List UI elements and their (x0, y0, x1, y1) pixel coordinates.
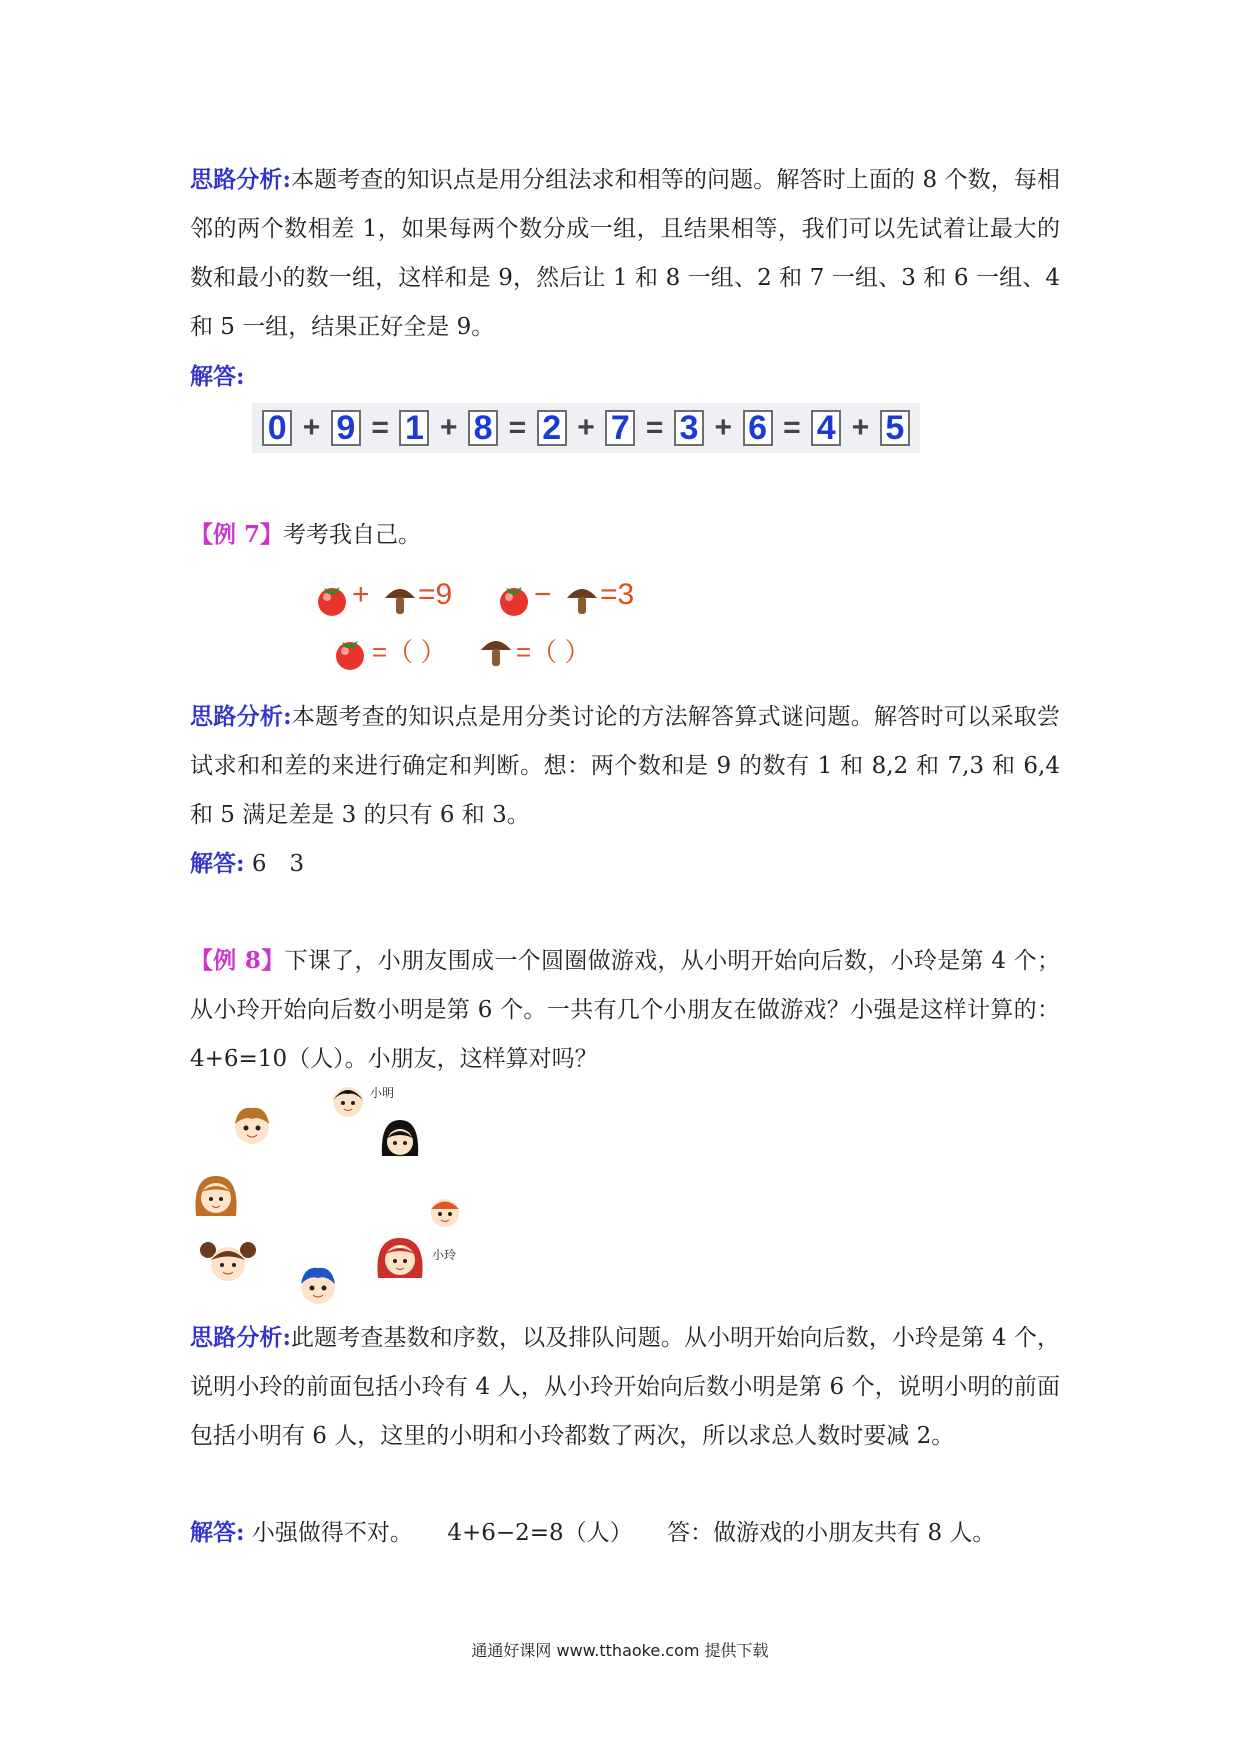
equation-digit-box: 3 (674, 410, 704, 446)
equation-digit-box: 6 (743, 410, 773, 446)
apple-icon (330, 632, 370, 672)
mushroom-icon (478, 630, 514, 670)
ex8-question-text: 下课了，小朋友围成一个圆圈做游戏，从小明开始向后数，小玲是第 4 个；从小玲开始向后数小明是第 6 个。一共有几个小朋友在做游戏？小强是这样计算的：4+6=10（人）。小朋友，这样算对吗？ (190, 948, 1060, 1072)
child-face-icon (374, 1232, 426, 1282)
equation-plus: + (851, 411, 870, 444)
equation-equals: = (645, 411, 664, 444)
label-xiaoling: 小玲 (432, 1248, 457, 1262)
equation-equals: = (508, 411, 527, 444)
equals-three: =3 (600, 578, 635, 611)
equation-digit-box: 1 (399, 410, 429, 446)
apple-icon (494, 578, 534, 618)
child-face-icon (424, 1192, 466, 1230)
ex8-analysis-text: 此题考查基数和序数，以及排队问题。从小明开始向后数，小玲是第 4 个，说明小玲的前面包括小玲有 4 人，从小玲开始向后数小明是第 6 个，说明小明的前面包括小明有 6 人，这里的小明和小玲都数了两次，所以求总人数时要减 2。 (190, 1325, 1060, 1449)
equation-digit-box: 2 (537, 410, 567, 446)
child-face-icon (378, 1116, 422, 1162)
mushroom-blank: =（ ） (516, 637, 591, 667)
ex8-analysis-label: 思路分析: (190, 1324, 291, 1351)
apple-icon (312, 578, 352, 618)
ex7-analysis-text: 本题考查的知识点是用分类讨论的方法解答算式谜问题。解答时可以采取尝试求和和差的来进行确定和判断。想：两个数和是 9 的数有 1 和 8,2 和 7,3 和 6,4 和 5 满足差是 3 的只有 6 和 3。 (190, 704, 1061, 828)
child-face-icon (192, 1170, 240, 1222)
ex6-analysis (190, 155, 1060, 352)
ex6-answer (190, 352, 1060, 402)
ex8-answer-label: 解答: (190, 1519, 245, 1546)
ex7-answer (190, 839, 1060, 889)
equation-digit-box: 0 (262, 410, 292, 446)
plus-sign: + (352, 578, 370, 611)
ex7-tag: 【例 7】 (190, 521, 284, 548)
equation-digit-box: 5 (880, 410, 910, 446)
ex6-analysis-label: 思路分析: (190, 166, 291, 193)
equation-plus: + (439, 411, 458, 444)
equation-equals: = (371, 411, 389, 444)
label-xiaoming: 小明 (370, 1086, 395, 1100)
child-face-icon (198, 1238, 258, 1286)
equation-plus: + (302, 411, 321, 444)
page-footer: 通通好课网 www.tthaoke.com 提供下载 (471, 1641, 769, 1660)
equation-plus: + (577, 411, 595, 444)
ex7-analysis (190, 692, 1060, 840)
ex8-question (190, 936, 1060, 1084)
child-face-icon (228, 1102, 276, 1148)
mushroom-icon (382, 578, 418, 618)
ex7-question (190, 510, 1060, 560)
equals-nine: =9 (418, 578, 453, 611)
equation-digit-box: 7 (605, 410, 635, 446)
equation-digit-box: 9 (331, 410, 361, 446)
minus-sign: − (534, 578, 552, 611)
child-face-icon (294, 1262, 342, 1308)
ex7-answer-text: 6 3 (251, 851, 305, 877)
equation-digit-box: 4 (811, 410, 841, 446)
child-face-icon (328, 1080, 368, 1120)
ex7-question-text: 考考我自己。 (283, 522, 422, 548)
ex7-analysis-label: 思路分析: (190, 703, 292, 730)
apple-blank: =（ ） (372, 637, 447, 667)
equation-digit-box: 8 (468, 410, 498, 446)
ex6-answer-label: 解答: (190, 363, 245, 390)
mushroom-icon (564, 578, 600, 618)
children-circle-illustration (190, 1080, 490, 1310)
equation-equals: = (783, 411, 801, 444)
ex6-equation (252, 403, 920, 453)
ex8-answer-text: 小强做得不对。 4+6−2=8（人） 答：做游戏的小朋友共有 8 人。 (251, 1520, 996, 1546)
ex7-answer-label: 解答: (190, 850, 245, 877)
ex6-analysis-text: 本题考查的知识点是用分组法求和相等的问题。解答时上面的 8 个数，每相邻的两个数相差 1，如果每两个数分成一组，且结果相等，我们可以先试着让最大的数和最小的数一组，这样和是 9，然后让 1 和 8 一组、2 和 7 一组、3 和 6 一组、4 和 5 一组，结果正好全是 9。 (190, 167, 1060, 340)
equation-plus: + (714, 411, 732, 444)
ex8-tag: 【例 8】 (190, 947, 285, 974)
ex8-answer (190, 1508, 1060, 1558)
ex8-analysis (190, 1313, 1060, 1461)
